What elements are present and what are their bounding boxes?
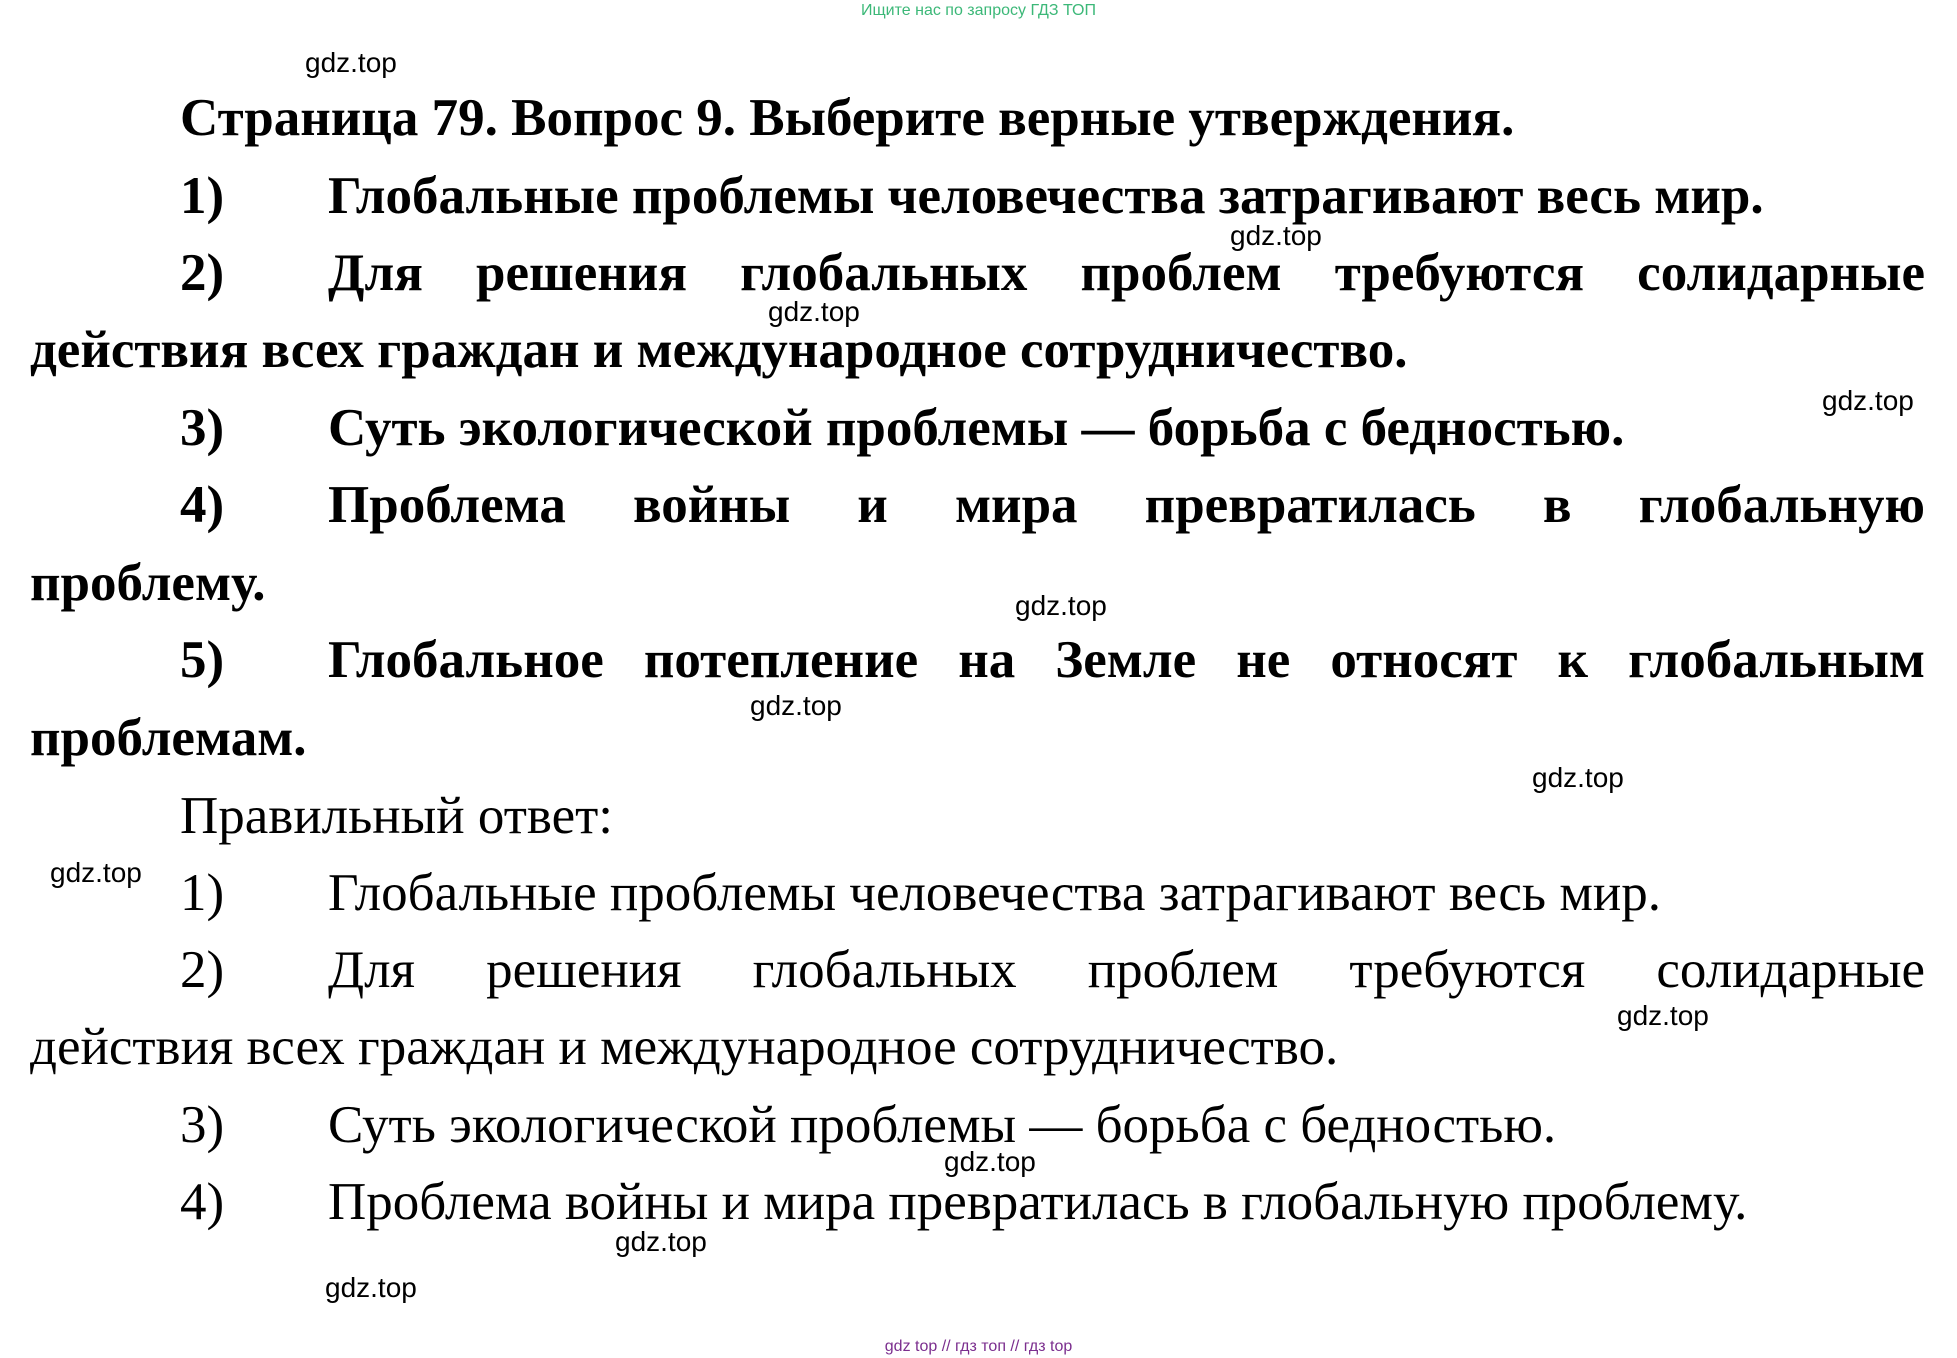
statement-text: Суть экологической проблемы — борьба с бедностью. [328,399,1625,457]
statement-text-continued: проблему. [30,554,266,612]
footer-links[interactable]: gdz top // гдз топ // гдз top [884,1338,1073,1355]
answer-number: 2) [180,941,225,999]
answer-text-continued: действия всех граждан и международное сотрудничество. [30,1018,1339,1076]
watermark: gdz.top [750,690,842,721]
answer-number: 3) [180,1096,225,1154]
statement-text: Проблема войны и мира превратилась в глобальную [328,476,1925,534]
answer-text: Для решения глобальных проблем требуются солидарные [328,941,1925,999]
watermark: gdz.top [1532,762,1624,793]
statement-number: 4) [180,476,225,534]
statement-text-continued: действия всех граждан и международное сотрудничество. [30,321,1408,379]
answer-text: Проблема войны и мира превратилась в глобальную проблему. [328,1173,1748,1231]
watermark: gdz.top [768,296,860,327]
answer-text: Суть экологической проблемы — борьба с бедностью. [328,1096,1557,1154]
watermark: gdz.top [1822,385,1914,416]
statement-number: 1) [180,167,225,225]
watermark: gdz.top [305,47,397,78]
watermark: gdz.top [1617,1000,1709,1031]
page-title: Страница 79. Вопрос 9. Выберите верные утверждения. [180,89,1515,147]
watermark: gdz.top [1230,220,1322,251]
statement-text: Глобальные проблемы человечества затрагивают весь мир. [328,167,1764,225]
statement-number: 5) [180,631,225,689]
watermark: gdz.top [615,1226,707,1257]
answer-text: Глобальные проблемы человечества затрагивают весь мир. [328,864,1661,922]
watermark: gdz.top [944,1146,1036,1177]
statement-number: 3) [180,399,225,457]
answer-label: Правильный ответ: [180,787,613,845]
statement-text-continued: проблемам. [30,709,307,767]
answer-number: 4) [180,1173,225,1231]
watermark: gdz.top [1015,590,1107,621]
statement-number: 2) [180,244,225,302]
top-banner-link[interactable]: Ищите нас по запросу ГДЗ ТОП [861,2,1096,19]
watermark: gdz.top [325,1272,417,1303]
statement-text: Для решения глобальных проблем требуются солидарные [328,244,1925,302]
statement-text: Глобальное потепление на Земле не относят к глобальным [328,631,1925,689]
answer-number: 1) [180,864,225,922]
watermark: gdz.top [50,857,142,888]
